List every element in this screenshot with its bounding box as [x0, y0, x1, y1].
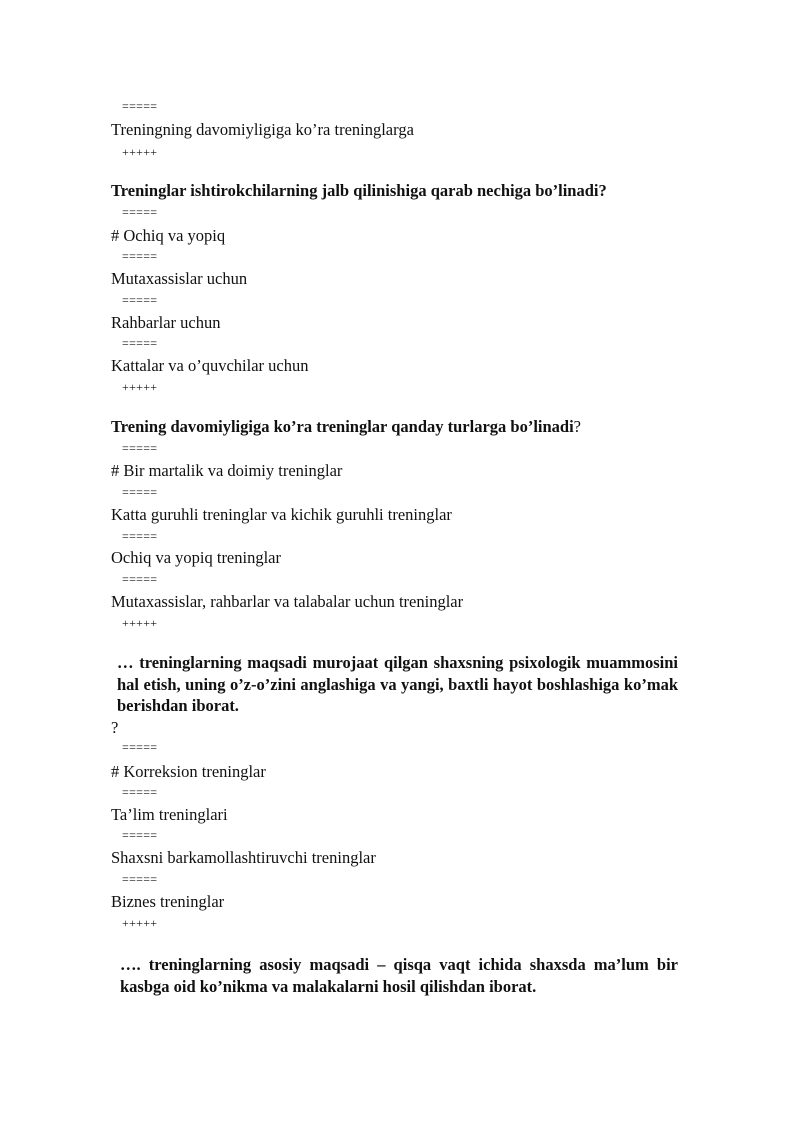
question-2-text — [111, 417, 581, 437]
separator: ===== — [122, 740, 158, 754]
answer-option: Ta’lim treninglari — [111, 805, 228, 824]
question-2-body: Trening davomiyligiga ko’ra treninglar qanday turlarga bo’linadi — [111, 417, 574, 436]
answer-option: Shaxsni barkamollashtiruvchi treninglar — [111, 848, 376, 867]
separator: ===== — [122, 485, 158, 499]
separator: ===== — [122, 872, 158, 886]
question-3-text: … treninglarning maqsadi murojaat qilgan shaxsning psixologik muammosini hal etish, uning o’z-o’zini anglashiga va yangi, baxtli hayot boshlashiga ko’mak berishdan iborat. — [117, 653, 678, 715]
answer-option: Kattalar va o’quvchilar uchun — [111, 356, 309, 375]
separator: ===== — [122, 441, 158, 455]
separator: ===== — [122, 785, 158, 799]
answer-option: Biznes treninglar — [111, 892, 225, 911]
question-end-marker: +++++ — [122, 145, 158, 159]
question-1-text: Treninglar ishtirokchilarning jalb qilinishiga qarab nechiga bo’linadi? — [111, 181, 607, 200]
separator: ===== — [122, 529, 158, 543]
answer-option: Katta guruhli treninglar va kichik guruhli treninglar — [111, 505, 452, 524]
separator: ===== — [122, 205, 158, 219]
answer-option: Mutaxassislar uchun — [111, 269, 248, 288]
answer-option: Treningning davomiyligiga ko’ra treninglarga — [111, 120, 414, 139]
question-end-marker: +++++ — [122, 380, 158, 394]
separator: ===== — [122, 249, 158, 263]
separator: ===== — [122, 572, 158, 586]
question-end-marker: +++++ — [122, 916, 158, 930]
separator: ===== — [122, 293, 158, 307]
answer-option: Ochiq va yopiq treninglar — [111, 548, 281, 567]
separator: ===== — [122, 99, 158, 113]
answer-option-correct: # Korreksion treninglar — [111, 762, 266, 781]
question-end-marker: +++++ — [122, 616, 158, 630]
answer-option-correct: # Bir martalik va doimiy treninglar — [111, 461, 343, 480]
question-mark: ? — [573, 417, 581, 436]
separator: ===== — [122, 336, 158, 350]
answer-option-correct: # Ochiq va yopiq — [111, 226, 226, 245]
question-mark: ? — [111, 718, 119, 737]
answer-option: Mutaxassislar, rahbarlar va talabalar uchun treninglar — [111, 592, 464, 611]
question-4-text: …. treninglarning asosiy maqsadi – qisqa vaqt ichida shaxsda ma’lum bir kasbga oid ko’nikma va malakalarni hosil qilishdan iborat. — [120, 955, 678, 996]
separator: ===== — [122, 828, 158, 842]
answer-option: Rahbarlar uchun — [111, 313, 221, 332]
